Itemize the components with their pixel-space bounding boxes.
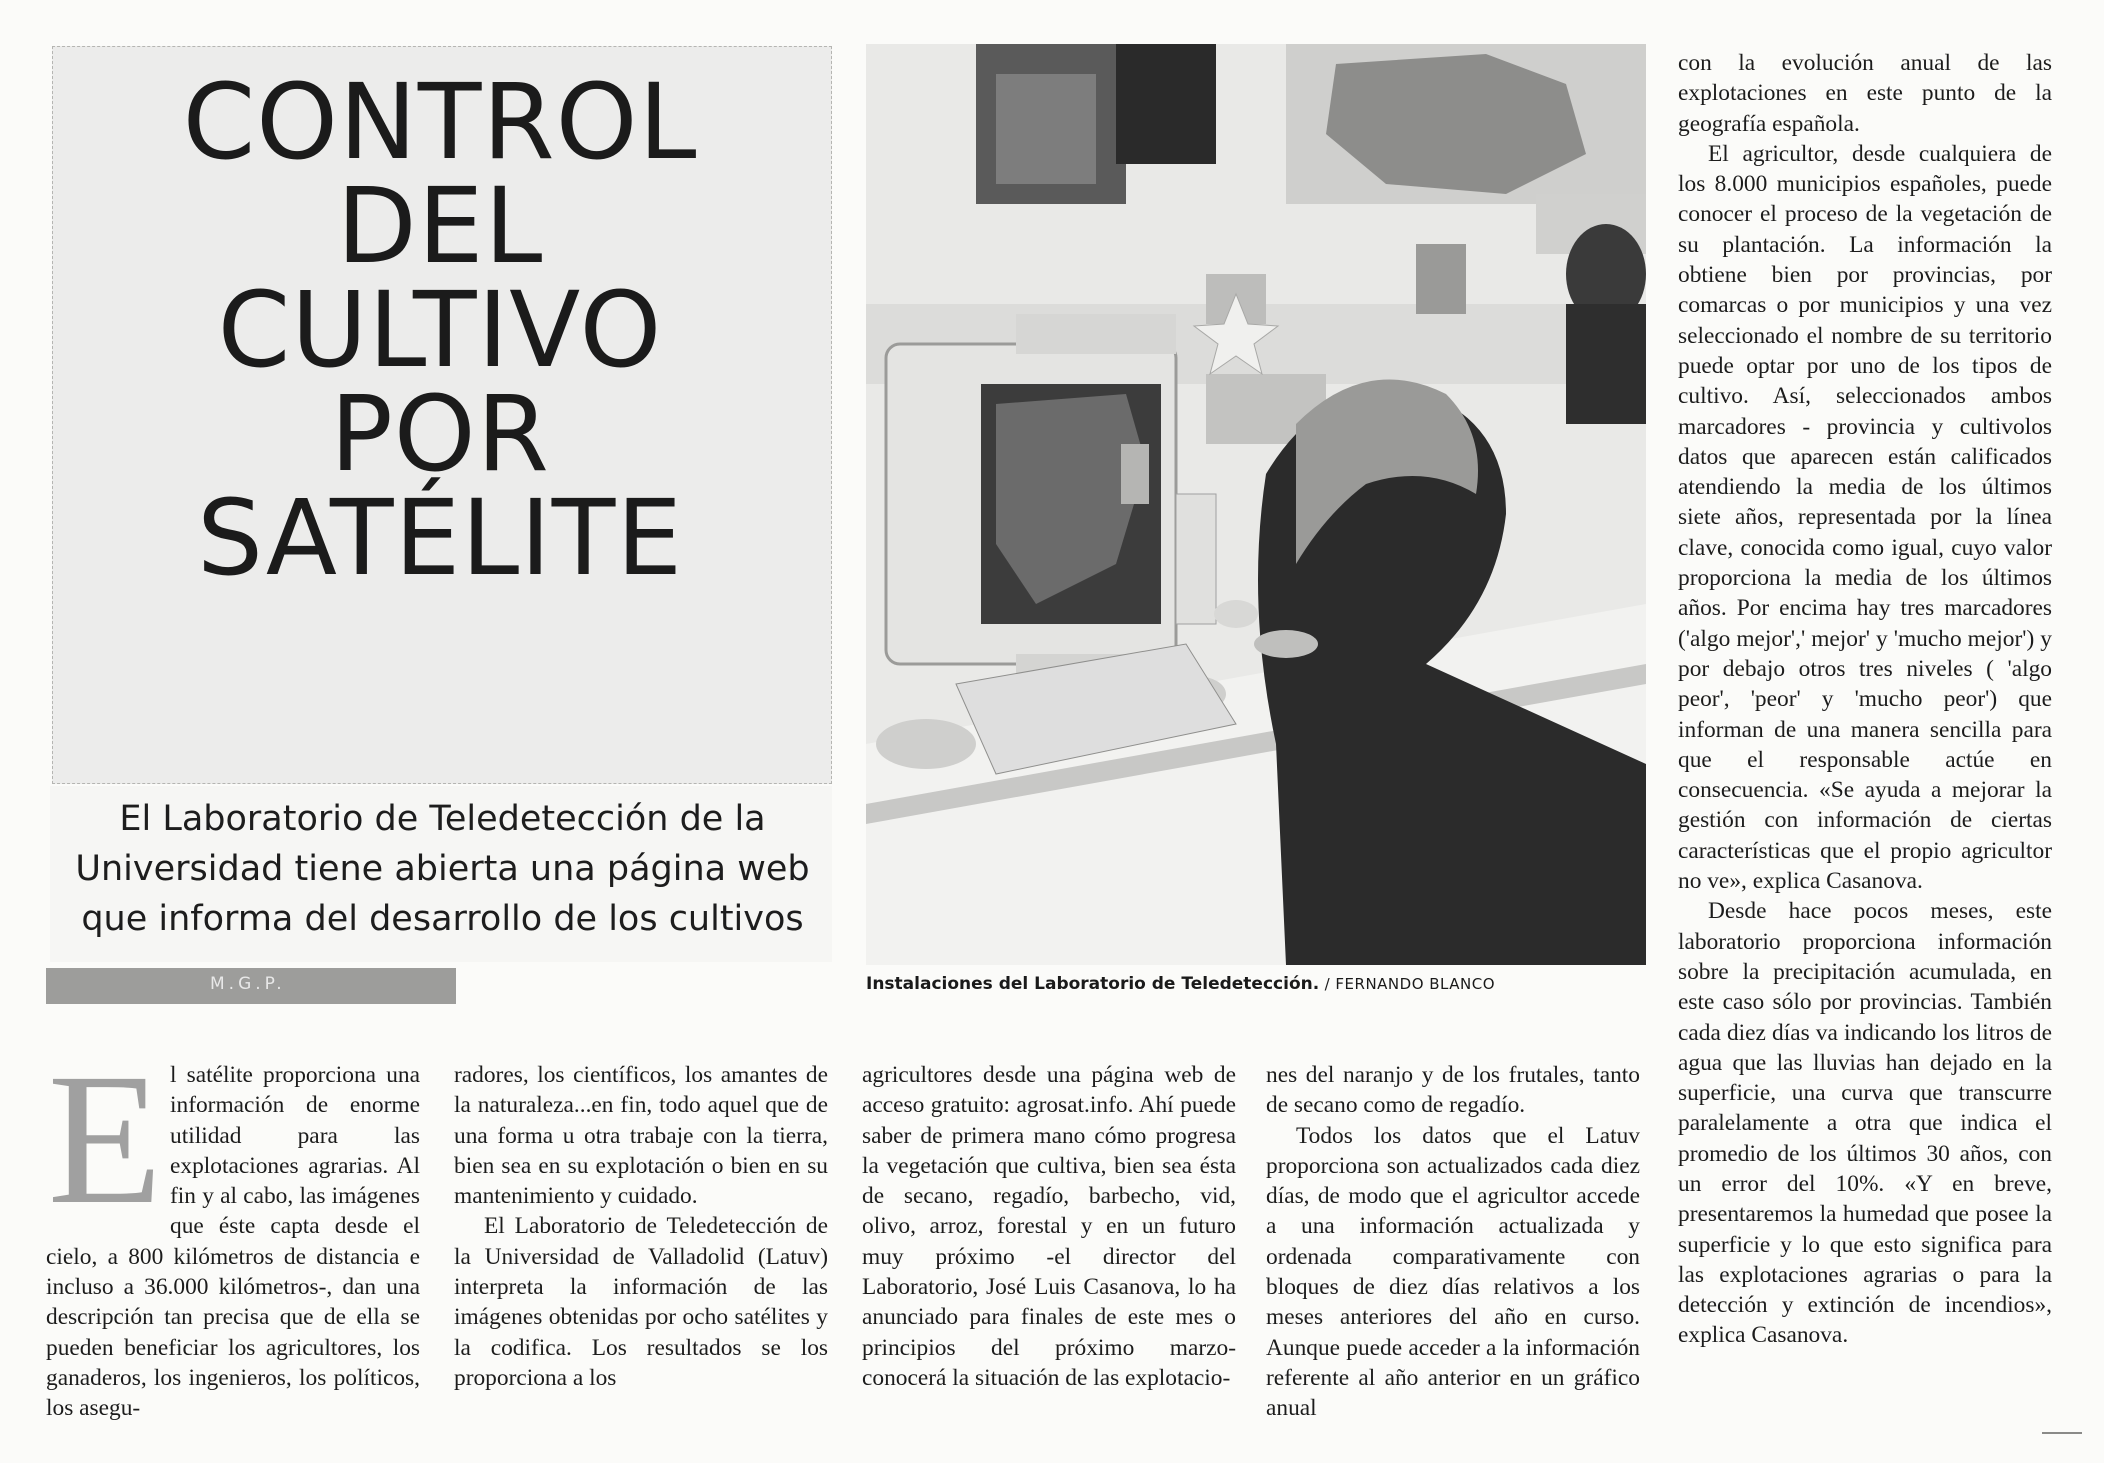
headline-line: SATÉLITE — [196, 477, 684, 599]
end-rule — [2042, 1432, 2082, 1434]
paragraph: con la evolución anual de las explotaciones en este punto de la geografía española. — [1678, 50, 2052, 137]
headline-line: CULTIVO — [217, 269, 663, 391]
drop-cap: E — [47, 1034, 163, 1243]
paragraph: l satélite proporciona una información de enorme utilidad para las explotaciones agrarias. Al fin y al cabo, las imágenes que éste capta desde el cielo, a 800 kilómetros de distancia e incluso a 36.000 kilómetros-, dan una descripción tan precisa que de ella se pueden beneficiar los agricultores, los ganaderos, los ingenieros, los políticos, los asegu- — [46, 1062, 420, 1422]
headline-line: CONTROL — [182, 61, 698, 183]
paragraph: Desde hace pocos meses, este laboratorio proporciona información sobre la precipitación acumulada, en este caso sólo por provincias. También cada diez días va indicando los litros de agua que las lluvias han dejado en la superficie, una curva que transcurre paralelamente a otra que indica el promedio de los últimos 30 años, con un error del 10%. «Y en breve, presentaremos la humedad que posee la superficie y lo que esto significa para las explotaciones agrarias o para la detección y extinción de incendios», explica Casanova. — [1678, 898, 2052, 1349]
article-column-4 — [1266, 1060, 1640, 1424]
paragraph: Todos los datos que el Latuv proporciona son actualizados cada diez días, de modo que el agricultor accede a una información actualizada y ordenada comparativamente con bloques de diez días relativos a los meses anteriores del año en curso. Aunque puede acceder a la información referente al año anterior en un gráfico anual — [1266, 1122, 1640, 1422]
article-column-5 — [1678, 48, 2052, 1351]
article-column-2 — [454, 1060, 828, 1393]
headline-line: POR — [330, 373, 550, 495]
paragraph: radores, los científicos, los amantes de la naturaleza...en fin, todo aquel que de una forma u otra trabaje con la tierra, bien sea en su explotación o bien en su mantenimiento y cuidado. — [454, 1062, 828, 1210]
headline — [90, 61, 790, 599]
paragraph: El agricultor, desde cualquiera de los 8.000 municipios españoles, puede conocer el proceso de la vegetación de su plantación. La información la obtiene bien por provincias, por comarcas o por municipios y una vez seleccionado el nombre de su territorio puede optar por uno de los tipos de cultivo. Así, seleccionados ambos marcadores - provincia y cultivolos datos que aparecen están calificados atendiendo la media de los últimos siete años, representada por la línea clave, conocida como igual, cuyo valor proporciona la media de los últimos años. Por encima hay tres marcadores ('algo mejor',' mejor' y 'mucho mejor') y por debajo otros tres niveles ( 'algo peor', 'peor' y 'mucho peor') que informan de una manera sencilla para que el responsable actúe en consecuencia. «Se ayuda a mejorar la gestión con información de ciertas características que el propio agricultor no ve», explica Casanova. — [1678, 140, 2052, 895]
subheadline: El Laboratorio de Teledetección de la Universidad tiene abierta una página web que informa del desarrollo de los cultivos — [75, 799, 810, 939]
photo-credit: / FERNANDO BLANCO — [1324, 975, 1496, 993]
news-photo — [866, 44, 1646, 965]
paragraph: nes del naranjo y de los frutales, tanto de secano como de regadío. — [1266, 1062, 1640, 1119]
byline: M.G.P. — [210, 974, 286, 994]
article-column-1 — [46, 1034, 420, 1424]
headline-line: DEL — [336, 165, 544, 287]
photo-caption — [866, 974, 1495, 994]
paragraph: agricultores desde una página web de acceso gratuito: agrosat.info. Ahí puede saber de primera mano cómo progresa la vegetación que cultiva, bien sea ésta de secano, regadío, barbecho, vid, olivo, arroz, forestal y en un futuro muy próximo -el director del Laboratorio, José Luis Casanova, lo ha anunciado para finales de este mes o principios del próximo marzo- conocerá la situación de las explotacio- — [862, 1062, 1236, 1391]
caption-text: Instalaciones del Laboratorio de Teledetección. — [866, 974, 1320, 994]
photo-illustration — [866, 44, 1646, 965]
paragraph: El Laboratorio de Teledetección de la Universidad de Valladolid (Latuv) interpreta la información de las imágenes obtenidas por ocho satélites y la codifica. Los resultados se los proporciona a los — [454, 1213, 828, 1391]
article-column-3 — [862, 1060, 1236, 1393]
